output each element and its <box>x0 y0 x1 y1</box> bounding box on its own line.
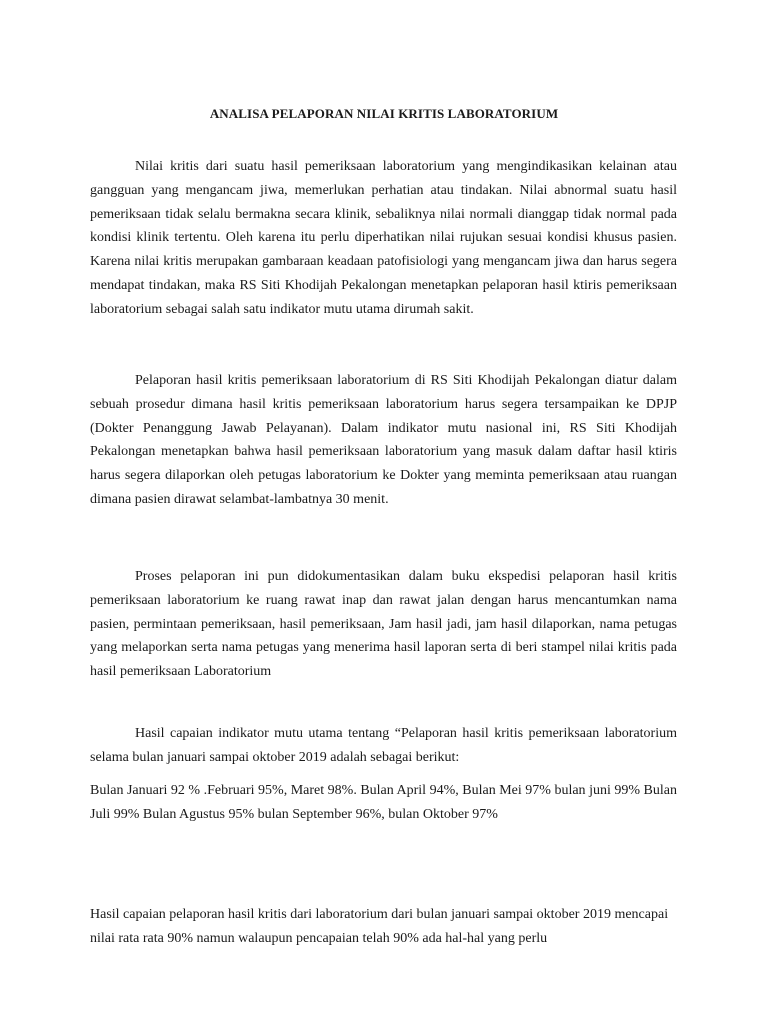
paragraph-critical-value-definition: Nilai kritis dari suatu hasil pemeriksaan laboratorium yang mengindikasikan kelainan atau gangguan yang mengancam jiwa, memerlukan perhatian atau tindakan. Nilai abnormal suatu hasil pemeriksaan tidak selalu bermakna secara klinik, sebaliknya nilai normali dianggap tidak normal pada kondisi klinik tertentu. Oleh karena itu perlu diperhatikan nilai rujukan sesuai kondisi khusus pasien. Karena nilai kritis merupakan gambaraan keadaan patofisiologi yang mengancam jiwa dan harus segera mendapat tindakan, maka RS Siti Khodijah Pekalongan menetapkan pelaporan hasil ktiris pemeriksaan laboratorium sebagai salah satu indikator mutu utama dirumah sakit. <box>90 159 677 317</box>
paragraph-documentation-process: Proses pelaporan ini pun didokumentasikan dalam buku ekspedisi pelaporan hasil kritis pemeriksaan laboratorium ke ruang rawat inap dan rawat jalan dengan harus mencantumkan nama pasien, permintaan pemeriksaan, hasil pemeriksaan, Jam hasil jadi, jam hasil dilaporkan, nama petugas yang melaporkan serta nama petugas yang menerima hasil laporan serta di beri stampel nilai kritis pada hasil pemeriksaan Laboratorium <box>90 569 677 680</box>
paragraph-average-summary: Hasil capaian pelaporan hasil kritis dari laboratorium dari bulan januari sampai oktober 2019 mencapai nilai rata rata 90% namun walaupun pencapaian telah 90% ada hal-hal yang perlu <box>90 907 669 946</box>
paragraph-monthly-results: Bulan Januari 92 % .Februari 95%, Maret 98%. Bulan April 94%, Bulan Mei 97% bulan juni 99% Bulan Juli 99% Bulan Agustus 95% bulan September 96%, bulan Oktober 97% <box>90 783 677 822</box>
paragraph-reporting-procedure: Pelaporan hasil kritis pemeriksaan laboratorium di RS Siti Khodijah Pekalongan diatur dalam sebuah prosedur dimana hasil kritis pemeriksaan laboratorium harus segera tersampaikan ke DPJP (Dokter Penanggung Jawab Pelayanan). Dalam indikator mutu nasional ini, RS Siti Khodijah Pekalongan menetapkan bahwa hasil pemeriksaan laboratorium yang masuk dalam daftar hasil ktiris harus segera dilaporkan oleh petugas laboratorium ke Dokter yang meminta pemeriksaan atau ruangan dimana pasien dirawat selambat-lambatnya 30 menit. <box>90 373 677 507</box>
paragraph-achievement-intro: Hasil capaian indikator mutu utama tentang “Pelaporan hasil kritis pemeriksaan laboratorium selama bulan januari sampai oktober 2019 adalah sebagai berikut: <box>90 726 677 765</box>
document-title: ANALISA PELAPORAN NILAI KRITIS LABORATORIUM <box>209 106 559 121</box>
